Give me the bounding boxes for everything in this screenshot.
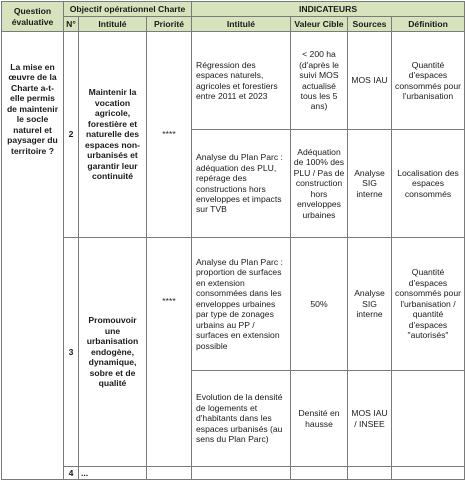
indicator-target: < 200 ha (d'après le suivi MOS actualisé tous les 5 ans) (291, 32, 348, 130)
indicator-title: Analyse du Plan Parc : proportion de surfaces en extension consommées dans les enveloppes urbaines par type de zonages urbains au PP / surfaces en extension possible (192, 238, 291, 371)
objective-title: Promouvoir une urbanisation endogène, dynamique, sobre et de qualité (79, 238, 147, 467)
header-sources: Sources (348, 17, 392, 32)
indicator-sources: MOS IAU (348, 32, 392, 130)
indicator-sources: Analyse SIG interne (348, 130, 392, 238)
indicator-target: 50% (291, 238, 348, 371)
header-question: Question évaluative (2, 2, 64, 32)
objective-title: Maintenir la vocation agricole, forestière et naturelle des espaces non-urbanisés et garantir leur continuité (79, 32, 147, 238)
indicator-definition (392, 371, 465, 467)
header-intitule-objectif: Intitulé (79, 17, 147, 32)
empty-cell (348, 467, 392, 480)
indicator-title: Evolution de la densité de logements et d'habitants dans les espaces urbanisés (au sens du Plan Parc) (192, 371, 291, 467)
indicator-definition: Quantité d'espaces consommés pour l'urbanisation (392, 32, 465, 130)
empty-cell (291, 467, 348, 480)
objective-num: 4 (64, 467, 79, 480)
header-definition: Définition (392, 17, 465, 32)
evaluation-table (1, 1, 465, 480)
header-priorite: Priorité (147, 17, 192, 32)
empty-cell (192, 467, 291, 480)
objective-title: ... (79, 467, 147, 480)
objective-priority: **** (147, 32, 192, 238)
indicator-title: Analyse du Plan Parc : adéquation des PLU, repérage des constructions hors enveloppes et impacts sur TVB (192, 130, 291, 238)
objective-priority (147, 467, 192, 480)
indicator-sources: Analyse SIG interne (348, 238, 392, 371)
empty-cell (392, 467, 465, 480)
objective-priority: **** (147, 238, 192, 467)
header-objectif: Objectif opérationnel Charte (64, 2, 192, 17)
indicator-definition: Quantité d'espaces consommés pour l'urbanisation / quantité d'espaces "autorisés" (392, 238, 465, 371)
indicator-sources: MOS IAU / INSEE (348, 371, 392, 467)
indicator-target: Densité en hausse (291, 371, 348, 467)
indicator-target: Adéquation de 100% des PLU / Pas de construction hors enveloppes urbaines (291, 130, 348, 238)
question-cell: La mise en œuvre de la Charte a-t-elle permis de maintenir le socle naturel et paysager du territoire ? (2, 32, 64, 480)
objective-num: 3 (64, 238, 79, 467)
header-intitule-indicateur: Intitulé (192, 17, 291, 32)
header-indicateurs: INDICATEURS (192, 2, 465, 17)
objective-num: 2 (64, 32, 79, 238)
indicator-title: Régression des espaces naturels, agricoles et forestiers entre 2011 et 2023 (192, 32, 291, 130)
header-num: N° (64, 17, 79, 32)
header-valeur-cible: Valeur Cible (291, 17, 348, 32)
indicator-definition: Localisation des espaces consommés (392, 130, 465, 238)
